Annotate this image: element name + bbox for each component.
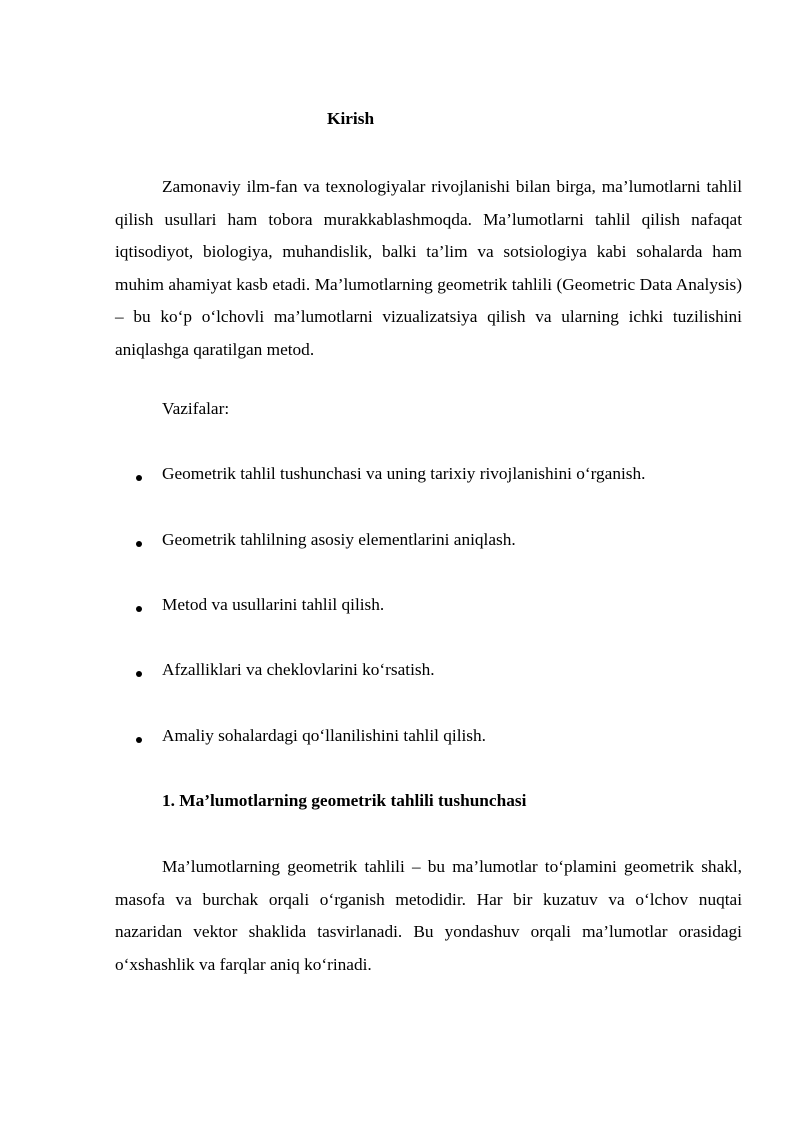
bullet-icon — [136, 475, 142, 481]
tasks-label: Vazifalar: — [162, 399, 230, 418]
bullet-icon — [136, 541, 142, 547]
bullet-icon — [136, 737, 142, 743]
bullet-icon — [136, 606, 142, 612]
list-item-text: Afzalliklari va cheklovlarini ko‘rsatish. — [162, 660, 435, 679]
list-item-text: Amaliy sohalardagi qo‘llanilishini tahlil qilish. — [162, 726, 486, 745]
section-paragraph: Ma’lumotlarning geometrik tahlili – bu ma’lumotlar to‘plamini geometrik shakl, masofa va burchak orqali o‘rganish metodidir. Har bir kuzatuv va o‘lchov nuqtai nazaridan vektor shaklida tasvirlanadi. Bu yondashuv orqali ma’lumotlar orasidagi o‘xshashlik va farqlar aniq ko‘rinadi. — [115, 857, 742, 974]
list-item-text: Geometrik tahlil tushunchasi va uning tarixiy rivojlanishini o‘rganish. — [162, 464, 646, 483]
intro-paragraph: Zamonaviy ilm-fan va texnologiyalar rivojlanishi bilan birga, ma’lumotlarni tahlil qilish usullari ham tobora murakkablashmoqda. Ma’lumotlarni tahlil qilish nafaqat iqtisodiyot, biologiya, muhandislik, balki ta’lim va sotsiologiya kabi sohalarda ham muhim ahamiyat kasb etadi. Ma’lumotlarning geometrik tahlili (Geometric Data Analysis) – bu ko‘p o‘lchovli ma’lumotlarni vizualizatsiya qilish va ularning ichki tuzilishini aniqlashga qaratilgan metod. — [115, 177, 742, 359]
page-heading: Kirish — [327, 109, 375, 128]
section-title: 1. Ma’lumotlarning geometrik tahlili tushunchasi — [162, 791, 527, 810]
list-item-text: Metod va usullarini tahlil qilish. — [162, 595, 385, 614]
list-item-text: Geometrik tahlilning asosiy elementlarini aniqlash. — [162, 530, 516, 549]
bullet-icon — [136, 671, 142, 677]
